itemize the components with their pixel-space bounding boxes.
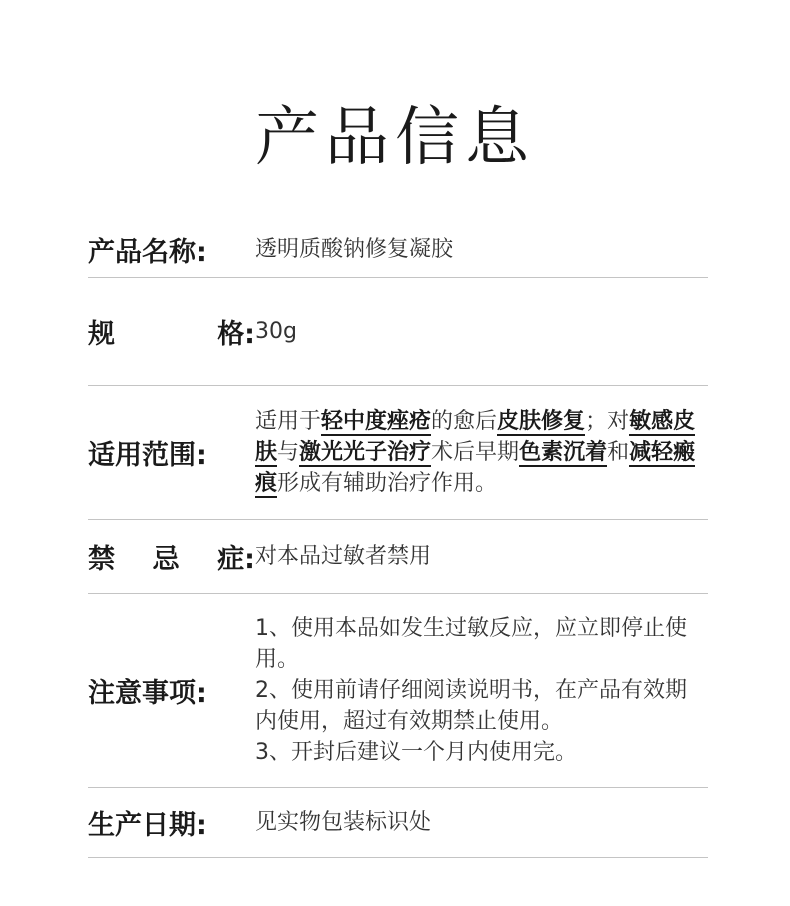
text-segment: 和 xyxy=(607,440,630,465)
text-segment: 与 xyxy=(277,440,300,465)
label-contraindications xyxy=(88,537,255,576)
text-segment: 适用于 xyxy=(255,409,322,434)
text-segment: 的愈后 xyxy=(431,409,498,434)
label-product-name: 产品名称: xyxy=(88,237,207,268)
label-spec-char: 格: xyxy=(217,319,255,350)
precaution-item: 2、使用前请仔细阅读说明书，在产品有效期内使用，超过有效期禁止使用。 xyxy=(255,678,687,734)
precaution-item: 3、开封后建议一个月内使用完。 xyxy=(255,740,577,765)
label-production-date: 生产日期: xyxy=(88,810,207,841)
highlight-term: 减轻瘢痕 xyxy=(255,440,696,496)
text-segment: ；对 xyxy=(585,409,630,434)
label-indications: 适用范围: xyxy=(88,440,207,471)
highlight-term: 皮肤修复 xyxy=(497,409,586,434)
info-table xyxy=(88,222,708,858)
value-indications xyxy=(255,406,708,499)
value-production-date: 见实物包装标识处 xyxy=(255,810,432,835)
row-indications xyxy=(88,386,708,520)
label-contra-char: 症: xyxy=(217,544,255,575)
label-spec xyxy=(88,312,255,351)
precaution-item: 1、使用本品如发生过敏反应，应立即停止使用。 xyxy=(255,616,687,672)
value-spec: 30g xyxy=(255,319,297,344)
highlight-term: 轻中度痤疮 xyxy=(321,409,432,434)
label-spec-char: 规 xyxy=(88,319,115,350)
text-segment: 形成有辅助治疗作用。 xyxy=(277,471,498,496)
label-precautions: 注意事项: xyxy=(88,678,207,709)
label-contra-char: 禁 xyxy=(88,544,115,575)
value-precautions xyxy=(255,613,708,768)
highlight-term: 激光光子治疗 xyxy=(299,440,432,465)
text-segment: 术后早期 xyxy=(431,440,520,465)
value-product-name: 透明质酸钠修复凝胶 xyxy=(255,237,454,262)
highlight-term: 敏感皮肤 xyxy=(255,409,696,465)
row-product-name xyxy=(88,222,708,278)
label-contra-char: 忌 xyxy=(152,544,180,575)
page-title: 产品信息 xyxy=(255,101,535,175)
value-contraindications: 对本品过敏者禁用 xyxy=(255,544,432,569)
highlight-term: 色素沉着 xyxy=(519,440,608,465)
row-production-date xyxy=(88,788,708,858)
row-spec xyxy=(88,278,708,386)
row-precautions xyxy=(88,594,708,788)
row-contraindications xyxy=(88,520,708,594)
